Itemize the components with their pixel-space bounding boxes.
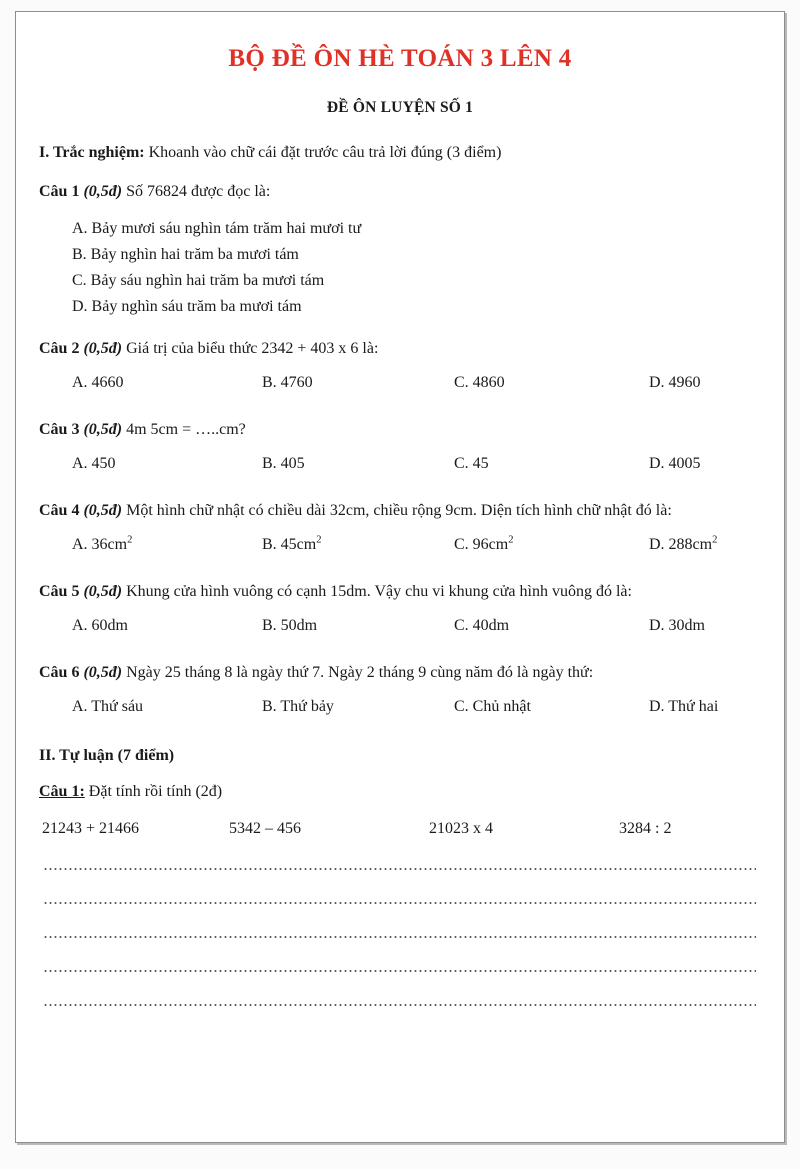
option-d-text: D. 288cm: [649, 536, 713, 554]
question-3-number: Câu 3: [39, 420, 80, 438]
option-b[interactable]: [262, 536, 322, 554]
option-row[interactable]: C. Bảy sáu nghìn hai trăm ba mươi tám: [72, 271, 325, 289]
answer-line[interactable]: [43, 868, 756, 870]
document-page-frame: [15, 11, 785, 1143]
option-d[interactable]: D. Thứ hai: [649, 698, 719, 716]
question-5-prompt: [39, 581, 762, 603]
answer-line[interactable]: [43, 1004, 756, 1006]
question-1-options: [39, 216, 762, 320]
option-c-text: C. 96cm: [454, 536, 509, 554]
option-d[interactable]: [649, 536, 717, 554]
document-body: [16, 142, 784, 1007]
question-6-number: Câu 6: [39, 664, 80, 682]
part1-heading: [39, 142, 762, 164]
option-c[interactable]: C. Chủ nhật: [454, 698, 531, 716]
question-4-text: Một hình chữ nhật có chiều dài 32cm, chiều rộng 9cm. Diện tích hình chữ nhật đó là:: [122, 501, 672, 519]
question-5-options: [39, 617, 762, 644]
question-2-number: Câu 2: [39, 339, 80, 357]
question-2-text: Giá trị của biểu thức 2342 + 403 x 6 là:: [122, 339, 379, 357]
question-3-points: (0,5đ): [83, 420, 123, 438]
option-b[interactable]: B. 405: [262, 454, 305, 472]
answer-line[interactable]: [43, 936, 756, 938]
option-a[interactable]: A. 450: [72, 454, 116, 472]
option-a-text: A. 36cm: [72, 536, 128, 554]
document-content: [16, 12, 784, 1142]
question-2-points: (0,5đ): [83, 339, 123, 357]
option-a-superscript: 2: [127, 534, 133, 546]
part1-heading-text: Khoanh vào chữ cái đặt trước câu trả lời đúng (3 điểm): [144, 143, 502, 161]
question-4-options: [39, 536, 762, 563]
question-4-number: Câu 4: [39, 501, 80, 519]
question-1-prompt: [39, 181, 762, 203]
option-d[interactable]: D. 4005: [649, 454, 701, 472]
page-title: BỘ ĐỀ ÔN HÈ TOÁN 3 LÊN 4: [228, 45, 572, 72]
option-c[interactable]: C. 4860: [454, 373, 505, 391]
option-a[interactable]: A. 4660: [72, 373, 124, 391]
question-1-number: Câu 1: [39, 183, 80, 201]
option-d[interactable]: D. 4960: [649, 373, 701, 391]
question-3-options: [39, 455, 762, 482]
part2-question-1-label: Câu 1:: [39, 783, 85, 801]
option-b[interactable]: B. 50dm: [262, 617, 318, 635]
option-b-superscript: 2: [316, 534, 322, 546]
page-subtitle: ĐỀ ÔN LUYỆN SỐ 1: [326, 98, 474, 116]
question-6-options: [39, 698, 762, 725]
expression-item: 3284 : 2: [619, 820, 672, 838]
question-5-points: (0,5đ): [83, 583, 123, 601]
question-1-points: (0,5đ): [83, 183, 123, 201]
question-1-text: Số 76824 được đọc là:: [122, 183, 271, 201]
option-a[interactable]: A. Thứ sáu: [72, 698, 144, 716]
question-2-options: [39, 374, 762, 401]
expression-item: 21243 + 21466: [42, 820, 140, 838]
option-d[interactable]: D. 30dm: [649, 617, 705, 635]
expression-item: 5342 – 456: [229, 820, 301, 838]
expression-item: 21023 x 4: [429, 820, 493, 838]
answer-line[interactable]: [43, 970, 756, 972]
option-c-superscript: 2: [508, 534, 514, 546]
question-6-prompt: [39, 662, 762, 684]
option-a[interactable]: [72, 536, 132, 554]
answer-lines: [39, 868, 762, 1006]
option-row[interactable]: B. Bảy nghìn hai trăm ba mươi tám: [72, 246, 299, 264]
option-a[interactable]: A. 60dm: [72, 617, 128, 635]
option-c[interactable]: C. 40dm: [454, 617, 510, 635]
option-b[interactable]: B. Thứ bảy: [262, 698, 334, 716]
answer-line[interactable]: [43, 902, 756, 904]
part1-heading-label: I. Trắc nghiệm:: [39, 143, 145, 161]
question-3-text: 4m 5cm = …..cm?: [122, 420, 246, 438]
question-4-prompt: [39, 500, 762, 522]
option-row[interactable]: A. Bảy mươi sáu nghìn tám trăm hai mươi tư: [72, 220, 362, 238]
question-5-text: Khung cửa hình vuông có cạnh 15dm. Vậy chu vi khung cửa hình vuông đó là:: [122, 583, 632, 601]
question-6-points: (0,5đ): [83, 664, 123, 682]
part2-expressions: [39, 820, 762, 846]
question-5-number: Câu 5: [39, 583, 80, 601]
option-c[interactable]: C. 45: [454, 454, 489, 472]
question-4-points: (0,5đ): [83, 501, 123, 519]
part2-question-1-text: Đặt tính rồi tính (2đ): [84, 783, 223, 801]
part2-question-1: [39, 783, 762, 801]
option-c[interactable]: [454, 536, 514, 554]
option-d-superscript: 2: [712, 534, 718, 546]
question-3-prompt: [39, 419, 762, 441]
question-6-text: Ngày 25 tháng 8 là ngày thứ 7. Ngày 2 tháng 9 cùng năm đó là ngày thứ:: [122, 664, 594, 682]
part2-heading: II. Tự luận (7 điểm): [39, 747, 175, 765]
option-b-text: B. 45cm: [262, 536, 317, 554]
question-2-prompt: [39, 338, 762, 360]
option-b[interactable]: B. 4760: [262, 373, 313, 391]
option-row[interactable]: D. Bảy nghìn sáu trăm ba mươi tám: [72, 297, 302, 315]
